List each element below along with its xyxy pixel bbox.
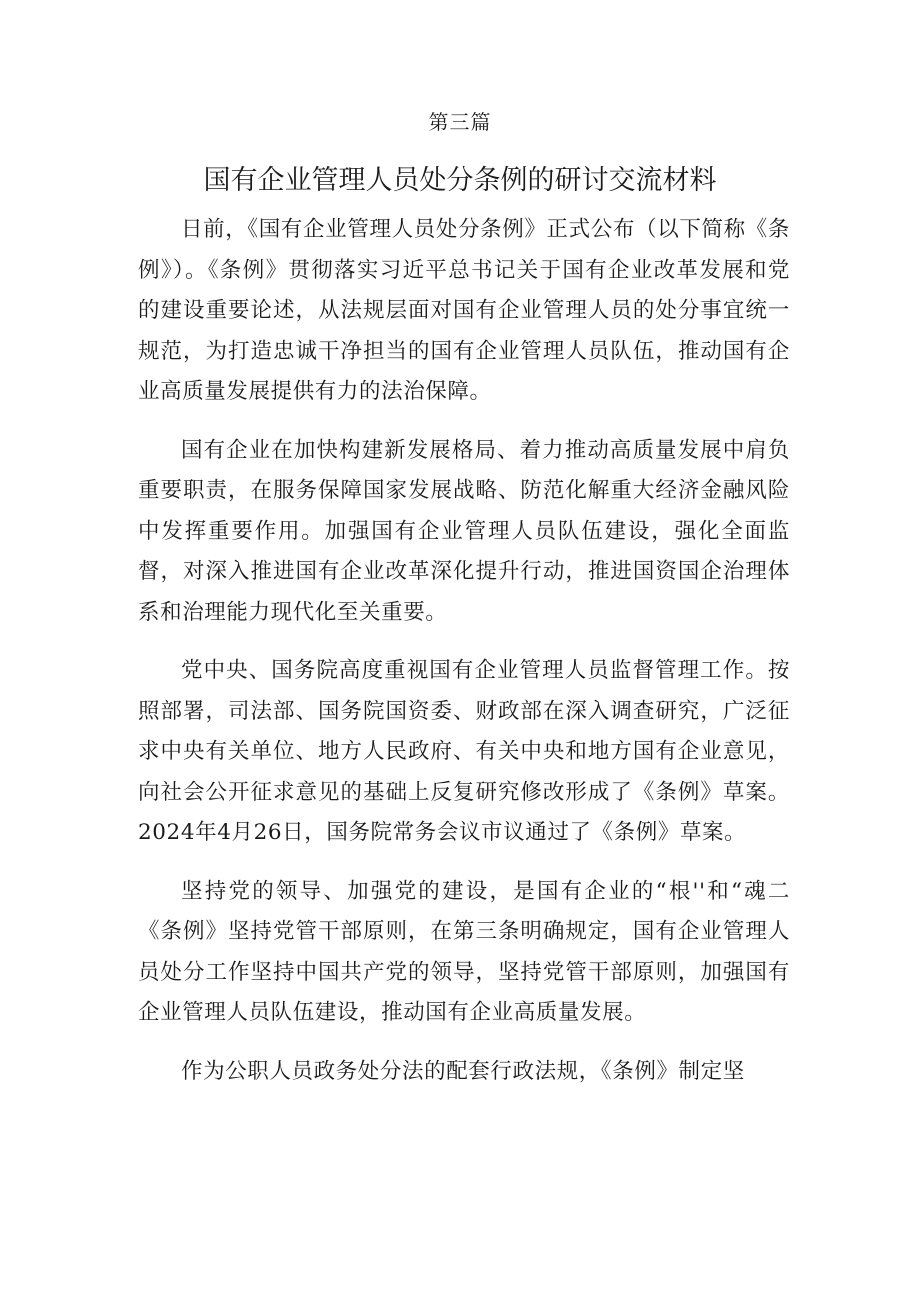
document-title: 国有企业管理人员处分条例的研讨交流材料 — [203, 165, 717, 196]
paragraph-2: 国有企业在加快构建新发展格局、着力推动高质量发展中肩负重要职责，在服务保障国家发展战略、防范化解重大经济金融风险中发挥重要作用。加强国有企业管理人员队伍建设，强化全面监督，对深入推进国有企业改革深化提升行动，推进国资国企治理体系和治理能力现代化至关重要。 — [138, 437, 790, 625]
section-label: 第三篇 — [428, 110, 492, 134]
paragraph-5: 作为公职人员政务处分法的配套行政法规，《条例》制定坚 — [181, 1058, 745, 1084]
document-body — [138, 210, 790, 1110]
paragraph-4: 坚持党的领导、加强党的建设，是国有企业的“根''和“魂二《条例》坚持党管干部原则，在第三条明确规定，国有企业管理人员处分工作坚持中国共产党的领导，坚持党管干部原则，加强国有企业管理人员队伍建设，推动国有企业高质量发展。 — [138, 878, 790, 1025]
paragraph-3: 党中央、国务院高度重视国有企业管理人员监督管理工作。按照部署，司法部、国务院国资委、财政部在深入调查研究，广泛征求中央有关单位、地方人民政府、有关中央和地方国有企业意见，向社会公开征求意见的基础上反复研究修改形成了《条例》草案。2024年4月26日，国务院常务会议市议通过了《条例》草案。 — [138, 658, 790, 845]
paragraph-1: 日前，《国有企业管理人员处分条例》正式公布（以下简称《条例》）。《条例》贯彻落实习近平总书记关于国有企业改革发展和党的建设重要论述，从法规层面对国有企业管理人员的处分事宜统一规范，为打造忠诚干净担当的国有企业管理人员队伍，推动国有企业高质量发展提供有力的法治保障。 — [138, 217, 790, 404]
